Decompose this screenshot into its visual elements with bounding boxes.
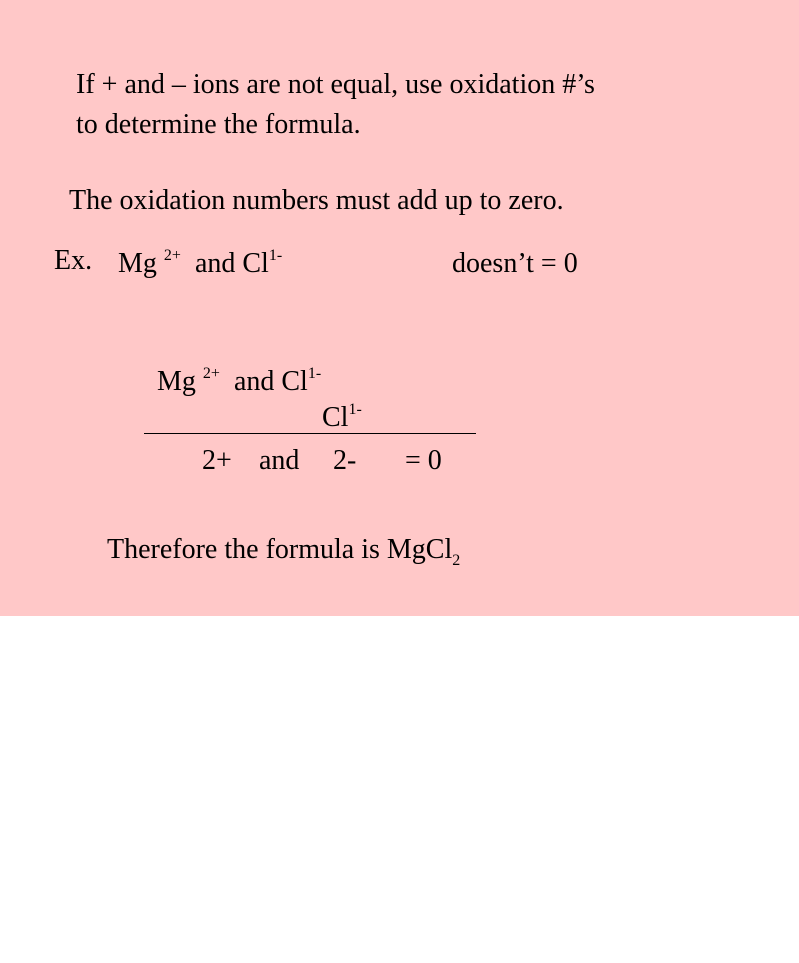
rule-text-line-2: to determine the formula. <box>76 109 361 140</box>
example-verdict: doesn’t = 0 <box>452 248 578 279</box>
example-cation-symbol: Mg <box>118 248 157 279</box>
balancing-ions <box>157 365 321 399</box>
example-ions <box>118 247 282 281</box>
example-anion-charge: 1- <box>268 247 283 264</box>
balancing-extra-anion <box>322 401 362 435</box>
formula-subscript: 2 <box>452 552 461 569</box>
formula-base: MgCl <box>386 534 453 565</box>
sum-negative: 2- <box>333 445 357 476</box>
sum-joiner: and <box>259 445 300 476</box>
balancing-cation-symbol: Mg <box>157 366 196 397</box>
conclusion-text: Therefore the formula is <box>107 534 387 565</box>
balancing-anion-charge: 1- <box>307 365 322 382</box>
example-cation-charge: 2+ <box>163 247 181 264</box>
sum-positive: 2+ <box>202 445 232 476</box>
sum-divider-line <box>144 433 476 434</box>
balancing-anion-symbol: Cl <box>281 366 308 397</box>
example-anion-symbol: Cl <box>242 248 269 279</box>
conclusion <box>107 533 460 567</box>
example-joiner: and <box>194 248 236 279</box>
balancing-joiner: and <box>233 366 275 397</box>
balancing-cation-charge: 2+ <box>202 365 220 382</box>
rule-text-line-1: If + and – ions are not equal, use oxidation #’s <box>76 69 595 100</box>
extra-anion-symbol: Cl <box>322 402 349 433</box>
extra-anion-charge: 1- <box>348 401 362 418</box>
sum-equals: = 0 <box>405 445 442 476</box>
example-label: Ex. <box>54 245 93 276</box>
zero-sum-statement: The oxidation numbers must add up to zero. <box>69 185 564 216</box>
